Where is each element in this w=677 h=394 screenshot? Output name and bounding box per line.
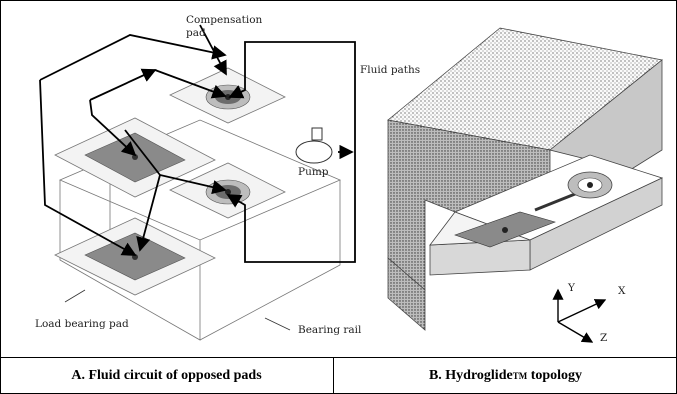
caption-panel-a: A. Fluid circuit of opposed pads — [0, 358, 334, 394]
y-axis-label: Y — [568, 282, 575, 294]
caption-panel-b-tail: topology — [527, 368, 583, 383]
pump-icon — [296, 128, 332, 163]
fluid-paths-label: Fluid paths — [360, 64, 421, 76]
z-axis-label: Z — [600, 332, 608, 344]
compensation-pad-label-line2: pad — [186, 27, 206, 39]
compensation-pad-upper — [170, 68, 285, 123]
x-axis-label: X — [618, 285, 626, 297]
axis-triad — [558, 290, 608, 344]
caption-row — [0, 357, 677, 394]
caption-panel-b — [334, 358, 677, 394]
pump-label: Pump — [298, 166, 329, 178]
caption-panel-b-main: B. Hydroglide — [428, 368, 513, 383]
panel-a-drawing — [40, 25, 355, 340]
load-bearing-pad-label: Load bearing pad — [35, 318, 129, 330]
caption-panel-b-trademark: TM — [512, 371, 528, 381]
compensation-pad-label-line1: Compensation — [186, 14, 263, 26]
bearing-rail-label: Bearing rail — [298, 324, 362, 336]
